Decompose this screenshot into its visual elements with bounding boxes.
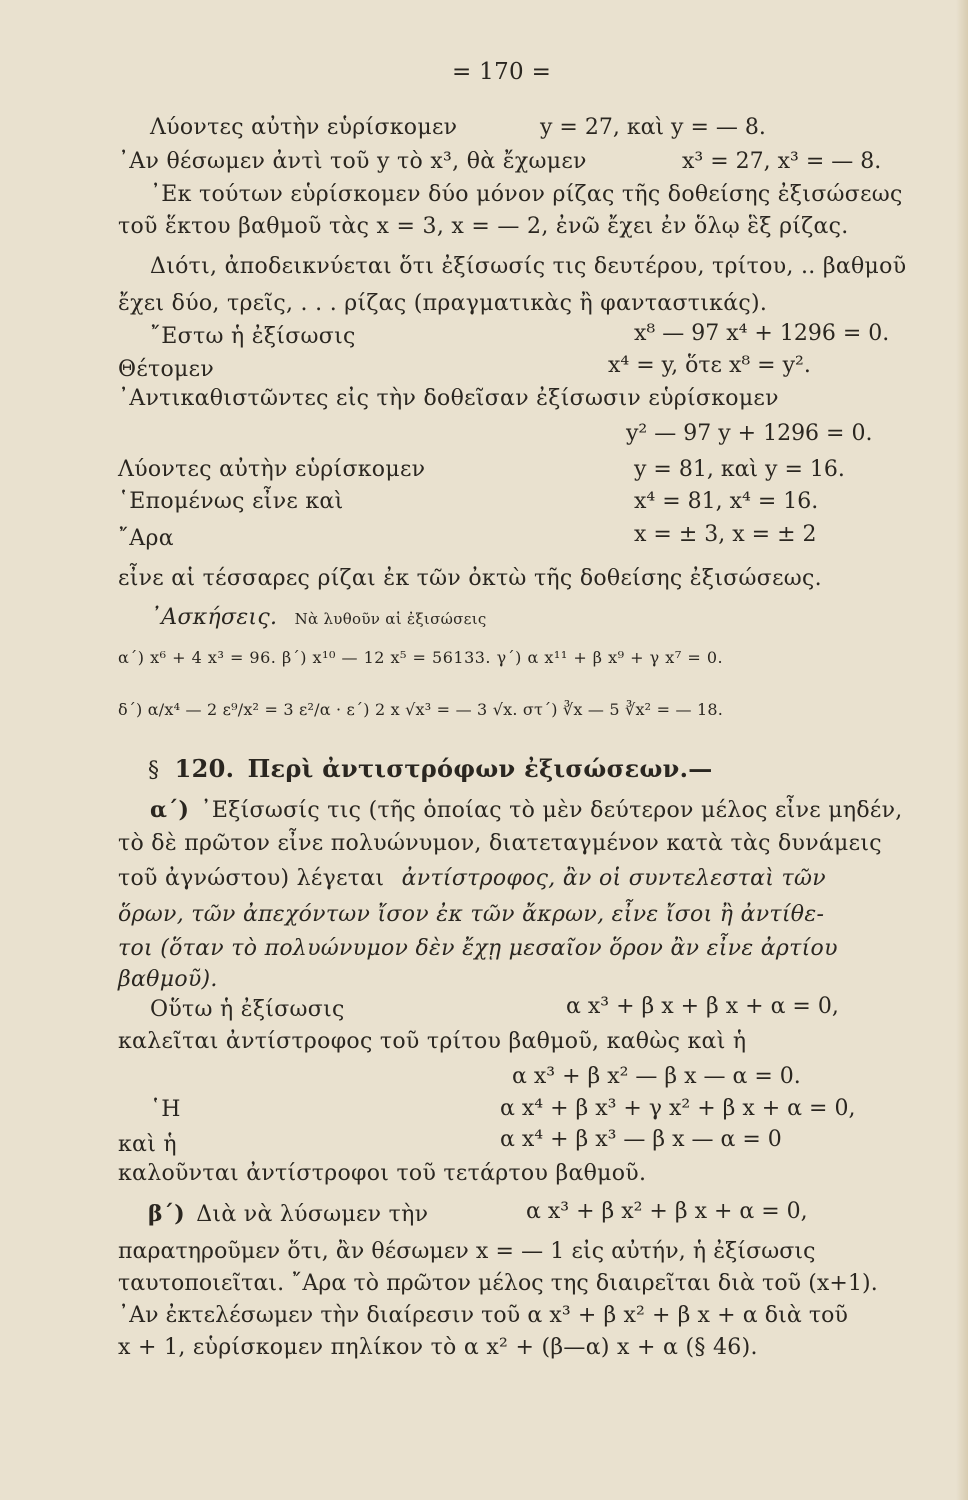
text-line: καλοῦνται ἀντίστροφοι τοῦ τετάρτου βαθμοῦ.: [118, 1161, 647, 1186]
text-line: ᾿Αν θέσωμεν ἀντὶ τοῦ y τὸ x³, θὰ ἔχωμεν: [118, 149, 587, 174]
text-line: ᾿Αντικαθιστῶντες εἰς τὴν δοθεῖσαν ἐξίσωσιν εὑρίσκομεν: [118, 386, 779, 411]
text-line: καὶ ἡ: [118, 1132, 177, 1157]
text-line: Λύοντες αὐτὴν εὑρίσκομεν: [118, 457, 426, 482]
equation: α x⁴ + β x³ + γ x² + β x + α = 0,: [500, 1096, 856, 1121]
text-line: Διότι, ἀποδεικνύεται ὅτι ἐξίσωσίς τις δευτέρου, τρίτου, .. βαθμοῦ: [150, 254, 907, 279]
text-line: εἶνε αἱ τέσσαρες ρίζαι ἐκ τῶν ὀκτὼ τῆς δοθείσης ἐξισώσεως.: [118, 566, 822, 591]
equation: x⁸ — 97 x⁴ + 1296 = 0.: [634, 321, 890, 346]
equation: x = ± 3, x = ± 2: [634, 522, 817, 547]
paragraph-text: Διὰ νὰ λύσωμεν τὴν: [196, 1202, 429, 1227]
equation: x⁴ = y, ὅτε x⁸ = y².: [608, 353, 811, 378]
text-line: ῾Επομένως εἶνε καὶ: [118, 489, 344, 514]
equation: y = 81, καὶ y = 16.: [634, 457, 845, 482]
text-line: ἔχει δύο, τρεῖς, . . . ρίζας (πραγματικὰς ἢ φανταστικάς).: [118, 291, 768, 316]
text-line: ῎Εστω ἡ ἐξίσωσις: [150, 324, 356, 349]
paragraph-line: [118, 865, 826, 893]
text-line: ῾Η: [150, 1097, 181, 1122]
equation: α x³ + β x² + β x + α = 0,: [526, 1199, 808, 1224]
section-heading: [148, 755, 713, 785]
equation: x⁴ = 81, x⁴ = 16.: [634, 489, 819, 514]
paragraph-line: παρατηροῦμεν ὅτι, ἂν θέσωμεν x = — 1 εἰς αὐτήν, ἡ ἐξίσωσις: [118, 1239, 816, 1264]
paragraph-line: τὸ δὲ πρῶτον εἶνε πολυώνυμον, διατεταγμένον κατὰ τὰς δυνάμεις: [118, 831, 882, 856]
equation: α x³ + β x + β x + α = 0,: [566, 994, 839, 1019]
text-line: Θέτομεν: [118, 357, 215, 382]
page-number: = 170 =: [452, 59, 552, 85]
paragraph-text: τοῦ ἀγνώστου) λέγεται: [118, 866, 385, 891]
paragraph-line: ταυτοποιεῖται. ῎Αρα τὸ πρῶτον μέλος της διαιρεῖται διὰ τοῦ (x+1).: [118, 1271, 878, 1296]
exercises-heading: [150, 604, 487, 632]
paragraph-line: ὅρων, τῶν ἀπεχόντων ἴσον ἐκ τῶν ἄκρων, εἶνε ἴσοι ἢ ἀντίθε-: [118, 902, 825, 927]
text-line: Οὕτω ἡ ἐξίσωσις: [150, 997, 345, 1022]
text-line: ῎Αρα: [118, 526, 174, 551]
text-line: ᾿Εκ τούτων εὑρίσκομεν δύο μόνον ρίζας τῆς δοθείσης ἐξισώσεως: [150, 182, 903, 207]
paragraph-label: α΄): [150, 797, 190, 823]
paragraph-label: β΄): [148, 1201, 185, 1227]
text-line: Λύοντες αὐτὴν εὑρίσκομεν: [150, 115, 458, 140]
text-line: καλεῖται ἀντίστροφος τοῦ τρίτου βαθμοῦ, καθὼς καὶ ἡ: [118, 1029, 747, 1054]
section-number: 120.: [174, 754, 235, 783]
paragraph-line: x + 1, εὑρίσκομεν πηλίκον τὸ α x² + (β—α) x + α (§ 46).: [118, 1335, 758, 1360]
paragraph-italic: ἀντίστροφος, ἂν οἱ συντελεσταὶ τῶν: [401, 866, 826, 891]
paragraph-line: ᾿Αν ἐκτελέσωμεν τὴν διαίρεσιν τοῦ α x³ + β x² + β x + α διὰ τοῦ: [118, 1303, 848, 1328]
paragraph-line: τοι (ὅταν τὸ πολυώνυμον δὲν ἔχῃ μεσαῖον ὅρον ἂν εἶνε ἀρτίου: [118, 936, 838, 961]
exercises-intro: Νὰ λυθοῦν αἱ ἐξισώσεις: [294, 610, 487, 628]
equation: x³ = 27, x³ = — 8.: [682, 149, 882, 174]
exercises-title: ᾿Ασκήσεις.: [150, 605, 278, 630]
paragraph-line: [150, 796, 903, 825]
equation: y = 27, καὶ y = — 8.: [540, 115, 766, 140]
equation: y² — 97 y + 1296 = 0.: [626, 421, 873, 446]
equation: α x³ + β x² — β x — α = 0.: [512, 1064, 801, 1089]
section-title: Περὶ ἀντιστρόφων ἐξισώσεων.—: [247, 754, 713, 783]
section-sign: §: [148, 758, 160, 783]
paragraph-text: ᾿Εξίσωσίς τις (τῆς ὁποίας τὸ μὲν δεύτερον μέλος εἶνε μηδέν,: [200, 798, 903, 823]
paragraph-line: βαθμοῦ).: [118, 967, 218, 992]
text-line: τοῦ ἕκτου βαθμοῦ τὰς x = 3, x = — 2, ἐνῶ ἔχει ἐν ὅλῳ ἓξ ρίζας.: [118, 214, 849, 239]
page-edge: [956, 0, 968, 1500]
exercise-row: δ΄) α/x⁴ — 2 ε⁹/x² = 3 ε²/α · ε΄) 2 x √x³ = — 3 √x. στ΄) ∛x — 5 ∛x² = — 18.: [118, 700, 724, 719]
exercise-row: α΄) x⁶ + 4 x³ = 96. β΄) x¹⁰ — 12 x⁵ = 56133. γ΄) α x¹¹ + β x⁹ + γ x⁷ = 0.: [118, 648, 724, 667]
equation: α x⁴ + β x³ — β x — α = 0: [500, 1127, 782, 1152]
paragraph-line: [148, 1200, 428, 1229]
